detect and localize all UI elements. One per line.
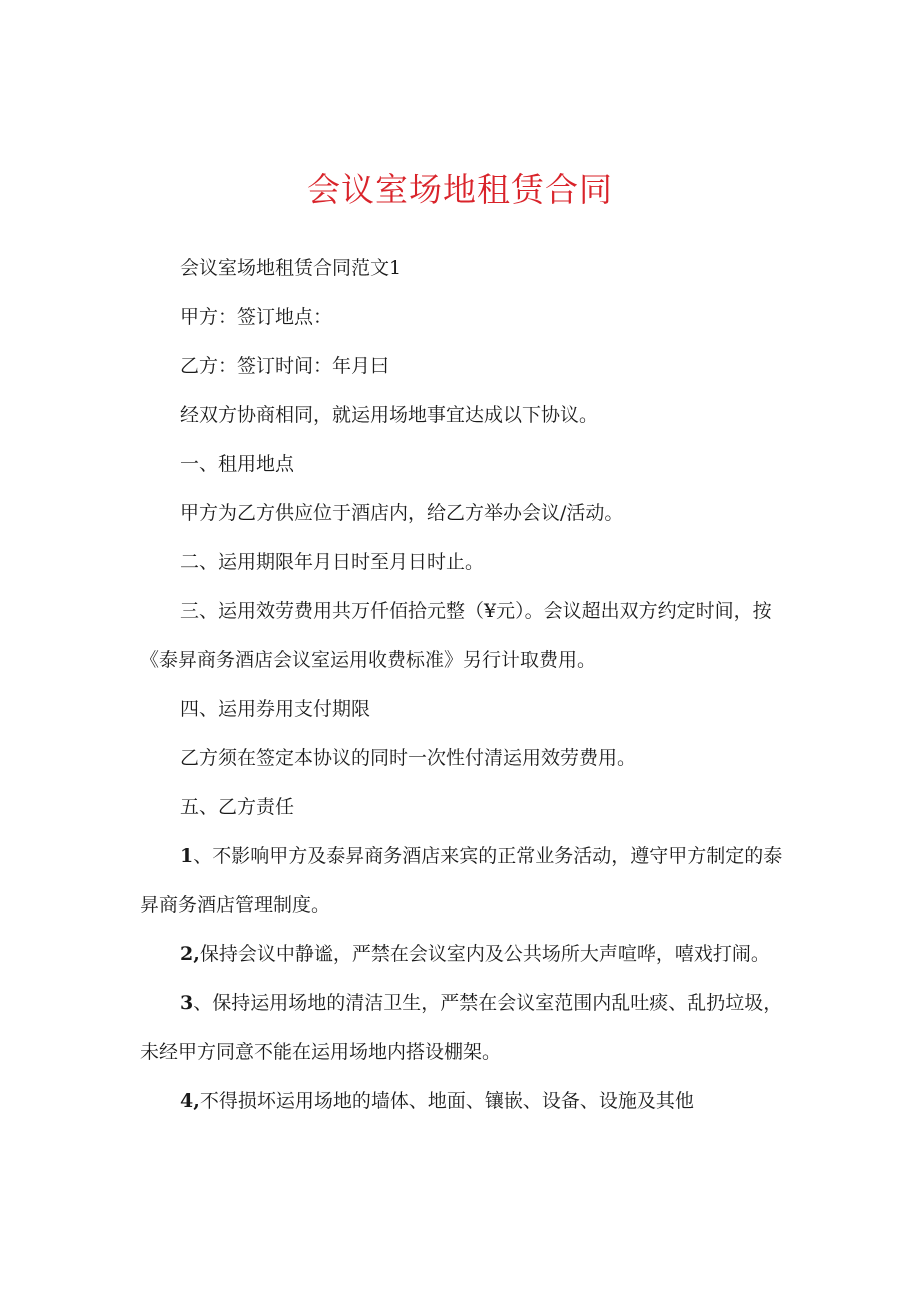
paragraph-agreement-intro xyxy=(140,391,800,440)
paragraph-text: 、不影响甲方及泰昇商务酒店来宾的正常业务活动，遵守甲方制定的泰昇商务酒店管理制度。 xyxy=(140,845,783,916)
paragraph-location xyxy=(140,489,800,538)
section-heading-4 xyxy=(140,685,800,734)
paragraph-text: 乙方须在签定本协议的同时一次性付清运用效劳费用。 xyxy=(180,747,637,769)
paragraph-text: 甲方：签订地点： xyxy=(180,306,333,328)
section-heading-1 xyxy=(140,440,800,489)
paragraph-text: 不得损坏运用场地的墙体、地面、镶嵌、设备、设施及其他 xyxy=(199,1090,694,1112)
clause-item-2 xyxy=(140,930,800,979)
paragraph-text: 二、运用期限年月日时至月日时止。 xyxy=(180,551,485,573)
section-heading-2 xyxy=(140,538,800,587)
clause-item-4 xyxy=(140,1077,800,1126)
paragraph-payment xyxy=(140,734,800,783)
paragraph-text: 保持会议中静谧，严禁在会议室内及公共场所大声喧哗，嘻戏打闹。 xyxy=(199,943,770,965)
paragraph-text: 五、乙方责任 xyxy=(180,796,295,818)
document-body xyxy=(140,244,800,1126)
paragraph-party-a xyxy=(140,293,800,342)
paragraph-text: 会议室场地租赁合同范文1 xyxy=(180,257,402,279)
clause-item-1 xyxy=(140,832,800,930)
clause-number: 2, xyxy=(180,943,200,965)
paragraph-party-b xyxy=(140,342,800,391)
section-heading-5 xyxy=(140,783,800,832)
paragraph-text: 甲方为乙方供应位于酒店内，给乙方举办会议/活动。 xyxy=(180,502,624,524)
section-heading-3 xyxy=(140,587,800,685)
document-title: 会议室场地租赁合同 xyxy=(307,170,613,209)
clause-number: 4, xyxy=(180,1090,200,1112)
clause-item-3 xyxy=(140,979,800,1077)
clause-number: 3 xyxy=(180,992,194,1014)
paragraph-text: 、保持运用场地的清洁卫生，严禁在会议室范围内乱吐痰、乱扔垃圾，未经甲方同意不能在运用场地内搭设棚架。 xyxy=(140,992,783,1063)
paragraph-text: 经双方协商相同，就运用场地事宜达成以下协议。 xyxy=(180,404,599,426)
paragraph-heading-sample xyxy=(140,244,800,293)
clause-number: 1 xyxy=(180,845,194,867)
paragraph-text: 一、租用地点 xyxy=(180,453,295,475)
paragraph-text: 乙方：签订时间：年月曰 xyxy=(180,355,390,377)
paragraph-text: 四、运用券用支付期限 xyxy=(180,698,371,720)
paragraph-text: 三、运用效劳费用共万仟佰拾元整（¥元）。会议超出双方约定时间，按《泰昇商务酒店会议室运用收费标准》另行计取费用。 xyxy=(140,600,772,671)
